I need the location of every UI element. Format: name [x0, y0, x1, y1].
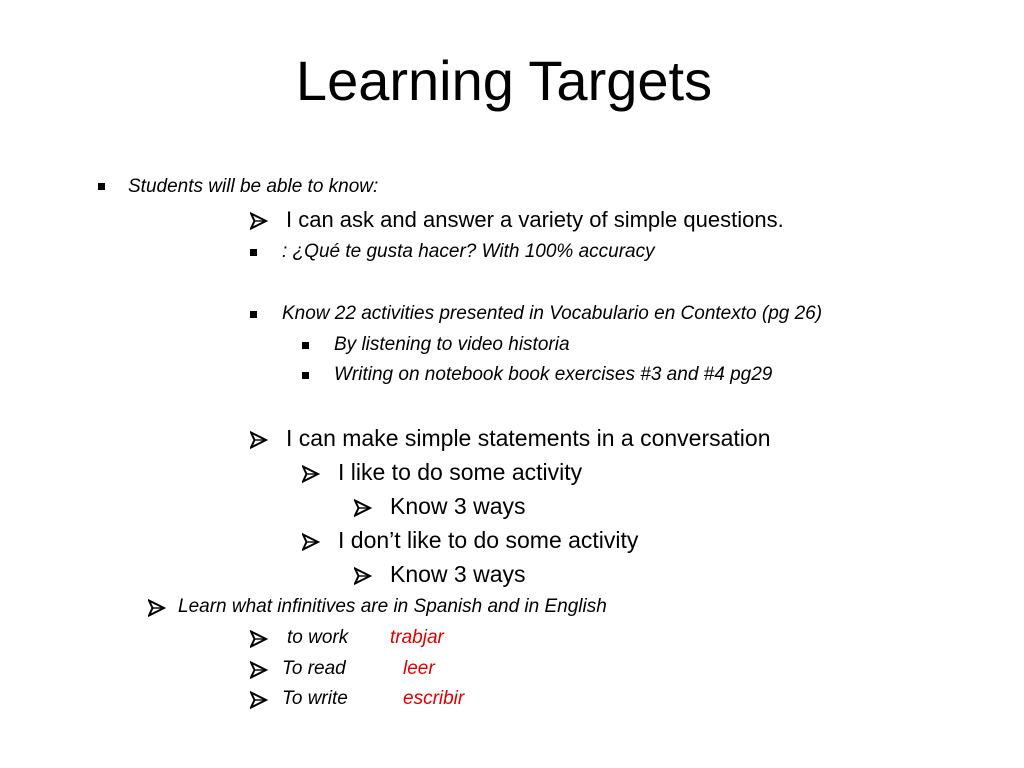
know-3-ways-text: Know 3 ways — [390, 561, 526, 587]
que-te-gusta-text: : ¿Qué te gusta hacer? With 100% accuracy — [282, 241, 655, 262]
ask-answer-text: I can ask and answer a variety of simple questions. — [286, 207, 784, 232]
square-bullet-icon — [98, 183, 105, 190]
listening-text: By listening to video historia — [334, 334, 570, 355]
escribir-text: escribir — [403, 688, 465, 709]
to-read-text: To read — [282, 658, 346, 679]
to-work-text: to work — [287, 627, 349, 648]
to-write-text: To write — [282, 688, 348, 709]
arrow-bullet-icon — [302, 533, 322, 551]
square-bullet-icon — [250, 311, 257, 318]
infinitives-text: Learn what infinitives are in Spanish and in English — [178, 596, 607, 617]
arrow-bullet-icon — [250, 431, 270, 449]
writing-text: Writing on notebook book exercises #3 and #4 pg29 — [334, 364, 773, 385]
arrow-bullet-icon — [250, 630, 270, 648]
students-know-text: Students will be able to know: — [128, 176, 379, 197]
square-bullet-icon — [302, 372, 309, 379]
square-bullet-icon — [302, 342, 309, 349]
know-3-ways-text: Know 3 ways — [390, 493, 526, 519]
arrow-bullet-icon — [250, 661, 270, 679]
arrow-bullet-icon — [148, 599, 168, 617]
know-22-text: Know 22 activities presented in Vocabulario en Contexto (pg 26) — [282, 303, 823, 324]
arrow-bullet-icon — [250, 212, 270, 230]
dont-like-text: I don’t like to do some activity — [338, 527, 639, 553]
arrow-bullet-icon — [250, 691, 270, 709]
like-activity-text: I like to do some activity — [338, 459, 583, 485]
arrow-bullet-icon — [354, 567, 374, 585]
slide-title: Learning Targets — [295, 49, 713, 112]
arrow-bullet-icon — [302, 465, 322, 483]
trabajar-text: trabjar — [390, 627, 444, 648]
square-bullet-icon — [250, 249, 257, 256]
arrow-bullet-icon — [354, 499, 374, 517]
statements-text: I can make simple statements in a conversation — [286, 425, 771, 451]
leer-text: leer — [403, 658, 435, 679]
